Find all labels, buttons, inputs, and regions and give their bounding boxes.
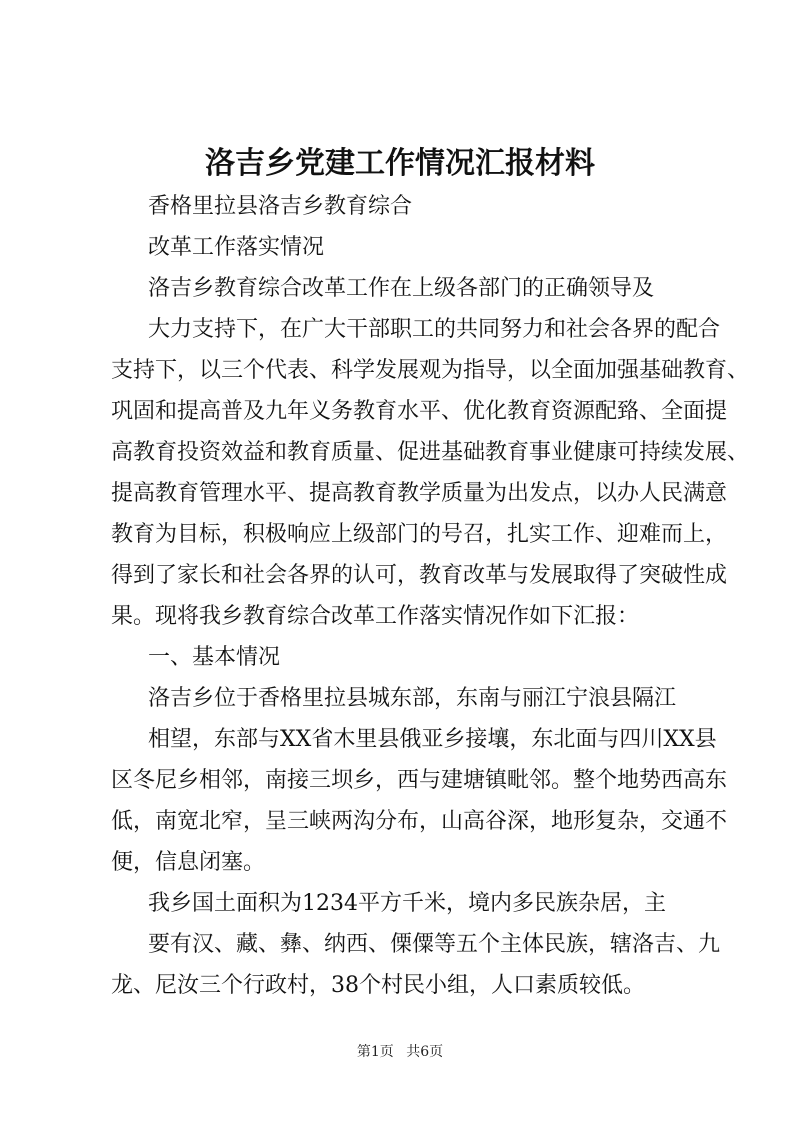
body-line: 高教育投资效益和教育质量、促进基础教育事业健康可持续发展、	[111, 440, 750, 465]
body-line: 洛吉乡教育综合改革工作在上级各部门的正确领导及	[148, 276, 655, 301]
body-line: 低，南宽北窄，呈三峡两沟分布，山高谷深，地形复杂，交通不	[111, 809, 728, 834]
body-line: 龙、尼汝三个行政村，38个村民小组，人口素质较低。	[111, 973, 645, 998]
body-line: 我乡国土面积为1234平方千米，境内多民族杂居，主	[148, 891, 666, 916]
body-line: 支持下，以三个代表、科学发展观为指导，以全面加强基础教育、	[111, 358, 750, 383]
body-line: 要有汉、藏、彝、纳西、傈僳等五个主体民族，辖洛吉、九	[148, 932, 721, 957]
body-line: 便，信息闭塞。	[111, 850, 266, 875]
body-line: 改革工作落实情况	[148, 235, 325, 260]
body-line: 洛吉乡位于香格里拉县城东部，东南与丽江宁浪县隔江	[148, 686, 677, 711]
body-line: 相望，东部与XX省木里县俄亚乡接壤，东北面与四川XX县	[148, 727, 717, 752]
body-line: 果。现将我乡教育综合改革工作落实情况作如下汇报：	[111, 604, 640, 629]
body-line: 大力支持下，在广大干部职工的共同努力和社会各界的配合	[148, 317, 721, 342]
body-line: 得到了家长和社会各界的认可，教育改革与发展取得了突破性成	[111, 563, 728, 588]
body-line: 提高教育管理水平、提高教育教学质量为出发点，以办人民满意	[111, 481, 728, 506]
body-line: 区冬尼乡相邻，南接三坝乡，西与建塘镇毗邻。整个地势西高东	[111, 768, 728, 793]
document-body	[111, 186, 750, 1006]
body-line: 巩固和提高普及九年义务教育水平、优化教育资源配臵、全面提	[111, 399, 728, 424]
document-title: 洛吉乡党建工作情况汇报材料	[205, 146, 595, 181]
section-heading: 一、基本情况	[148, 645, 281, 670]
body-line: 香格里拉县洛吉乡教育综合	[148, 194, 413, 219]
page-total: 共6页	[406, 1044, 444, 1060]
body-line: 教育为目标，积极响应上级部门的号召，扎实工作、迎难而上，	[111, 522, 728, 547]
page-number: 第1页	[356, 1044, 394, 1060]
page-footer	[0, 1043, 800, 1061]
